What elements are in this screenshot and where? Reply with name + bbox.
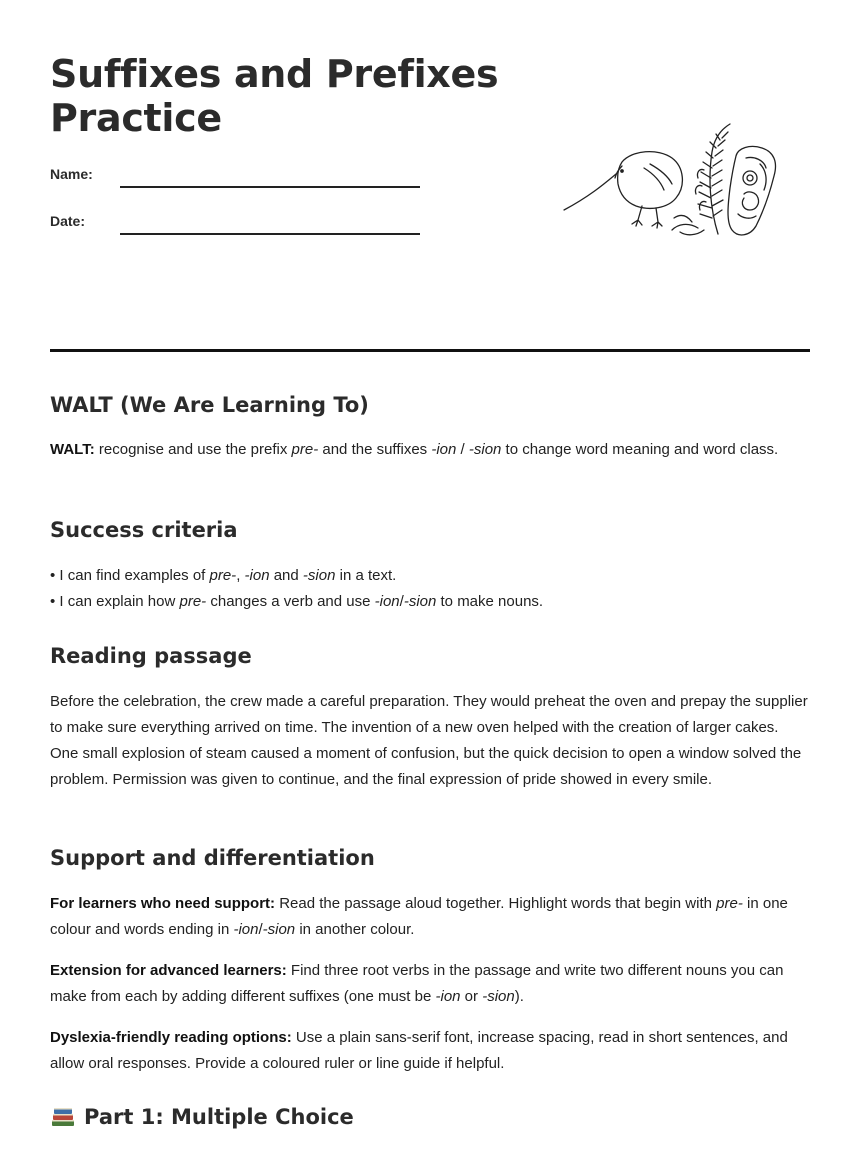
support-paragraph: For learners who need support: Read the passage aloud together. Highlight words that begin with pre- in one colour and words ending in -ion/-sion in another colour. [50, 895, 788, 938]
header-divider [50, 349, 810, 352]
date-field[interactable] [120, 233, 420, 235]
criteria-item: • I can explain how pre- changes a verb and use -ion/-sion to make nouns. [50, 593, 544, 610]
success-criteria-list [50, 563, 810, 615]
part1-heading: Part 1: Multiple Choice [50, 1104, 354, 1130]
walt-label: WALT: [50, 441, 95, 458]
carving-icon [728, 146, 776, 235]
success-criteria-heading: Success criteria [50, 518, 238, 542]
walt-text: WALT: recognise and use the prefix pre- and the suffixes -ion / -sion to change word meaning and word class. [50, 441, 779, 458]
kiwi-fern-carving-illustration [560, 118, 782, 243]
support-heading: Support and differentiation [50, 846, 375, 870]
books-icon [50, 1105, 76, 1127]
date-label: Date: [50, 213, 86, 229]
extension-paragraph: Extension for advanced learners: Find three root verbs in the passage and write two different nouns you can make from each by adding different suffixes (one must be -ion or -sion). [50, 962, 784, 1005]
reading-passage-heading: Reading passage [50, 644, 252, 668]
title-line-2: Practice [50, 96, 222, 140]
page-title [50, 52, 510, 140]
name-field[interactable] [120, 186, 420, 188]
title-line-1: Suffixes and Prefixes [50, 52, 499, 96]
reading-passage-text: Before the celebration, the crew made a careful preparation. They would preheat the oven and prepay the supplier to make sure everything arrived on time. The invention of a new oven helped with the creation of larger cakes. One small explosion of steam caused a moment of confusion, but the quick decision to open a window solved the problem. Permission was given to continue, and the final expression of pride showed in every smile. [50, 693, 808, 788]
criteria-item: • I can find examples of pre-, -ion and -sion in a text. [50, 567, 397, 584]
dyslexia-paragraph: Dyslexia-friendly reading options: Use a plain sans-serif font, increase spacing, read in short sentences, and allow oral responses. Provide a coloured ruler or line guide if helpful. [50, 1029, 788, 1072]
kiwi-bird-icon [564, 152, 682, 228]
fern-icon [672, 124, 730, 235]
walt-heading: WALT (We Are Learning To) [50, 393, 369, 417]
name-label: Name: [50, 166, 93, 182]
